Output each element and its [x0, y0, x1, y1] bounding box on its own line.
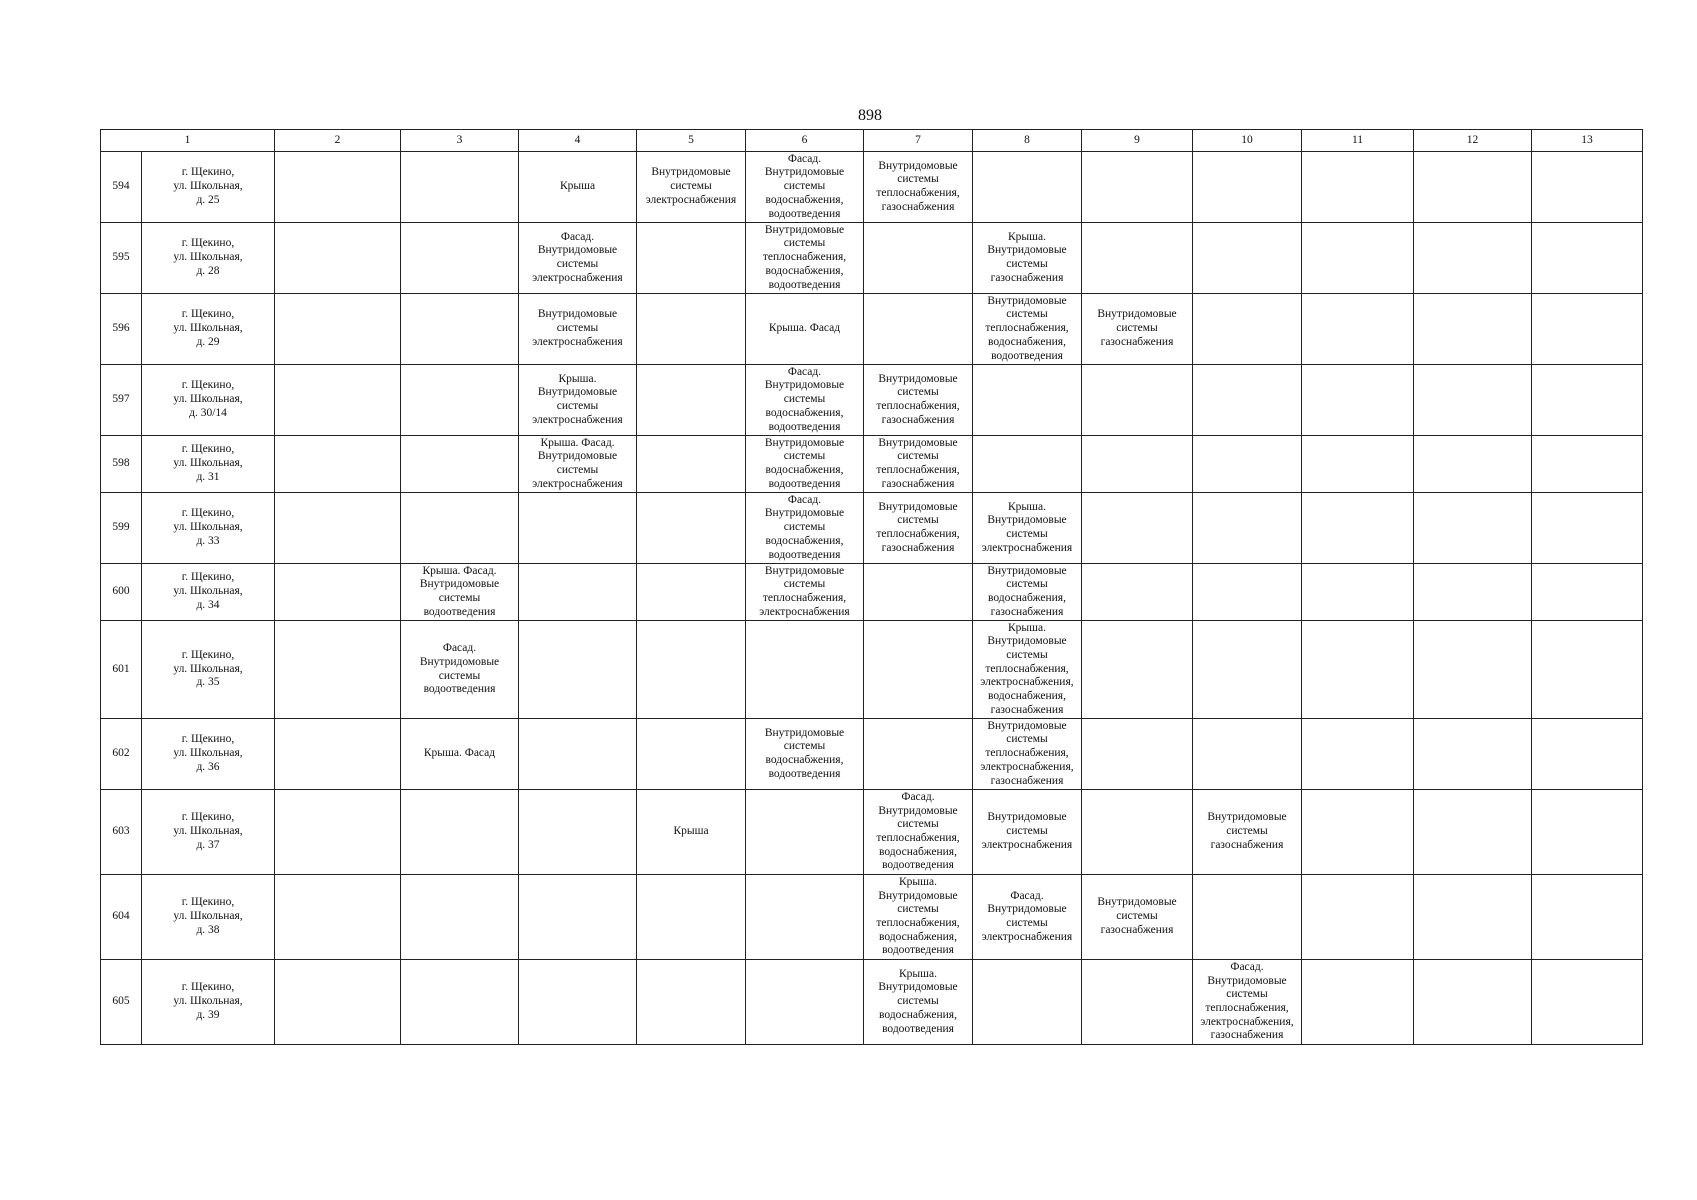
year-cell	[1082, 365, 1193, 436]
address-cell: г. Щекино, ул. Школьная, д. 35	[142, 621, 275, 719]
year-cell: Внутридомовые системы теплоснабжения, электроснабжения, газоснабжения	[973, 719, 1082, 790]
year-cell: Фасад. Внутридомовые системы водоснабжения, водоотведения	[746, 493, 864, 564]
year-cell	[1414, 790, 1532, 875]
year-cell	[275, 564, 401, 621]
table-row	[101, 564, 1643, 621]
year-cell	[1082, 790, 1193, 875]
year-cell	[1532, 621, 1643, 719]
year-cell	[275, 152, 401, 223]
year-cell	[637, 493, 746, 564]
year-cell	[401, 294, 519, 365]
year-cell	[275, 790, 401, 875]
year-cell	[864, 719, 973, 790]
year-cell	[1082, 719, 1193, 790]
year-cell: Внутридомовые системы электроснабжения	[637, 152, 746, 223]
year-cell: Внутридомовые системы водоснабжения, газоснабжения	[973, 564, 1082, 621]
year-cell	[637, 621, 746, 719]
table-row	[101, 294, 1643, 365]
table-row	[101, 621, 1643, 719]
year-cell	[973, 152, 1082, 223]
year-cell	[1302, 294, 1414, 365]
year-cell	[519, 564, 637, 621]
table-row	[101, 719, 1643, 790]
year-cell	[864, 294, 973, 365]
year-cell	[746, 790, 864, 875]
table-row	[101, 960, 1643, 1045]
year-cell	[519, 719, 637, 790]
year-cell	[1082, 493, 1193, 564]
address-cell: г. Щекино, ул. Школьная, д. 25	[142, 152, 275, 223]
year-cell	[1082, 223, 1193, 294]
column-header: 8	[973, 130, 1082, 152]
year-cell	[1532, 790, 1643, 875]
year-cell	[1532, 365, 1643, 436]
year-cell	[1414, 493, 1532, 564]
row-number: 595	[101, 223, 142, 294]
year-cell	[746, 621, 864, 719]
table-row	[101, 436, 1643, 493]
column-header: 6	[746, 130, 864, 152]
year-cell	[1302, 365, 1414, 436]
year-cell	[1414, 436, 1532, 493]
year-cell	[637, 875, 746, 960]
year-cell	[401, 152, 519, 223]
year-cell	[1414, 719, 1532, 790]
year-cell: Фасад. Внутридомовые системы электроснабжения	[973, 875, 1082, 960]
year-cell	[1302, 719, 1414, 790]
address-cell: г. Щекино, ул. Школьная, д. 33	[142, 493, 275, 564]
year-cell	[864, 621, 973, 719]
year-cell	[973, 365, 1082, 436]
year-cell	[275, 223, 401, 294]
year-cell: Внутридомовые системы электроснабжения	[519, 294, 637, 365]
year-cell: Внутридомовые системы водоснабжения, водоотведения	[746, 719, 864, 790]
year-cell	[637, 223, 746, 294]
column-header: 10	[1193, 130, 1302, 152]
row-number: 601	[101, 621, 142, 719]
year-cell	[275, 719, 401, 790]
year-cell: Крыша. Фасад. Внутридомовые системы водоотведения	[401, 564, 519, 621]
year-cell: Фасад. Внутридомовые системы электроснабжения	[519, 223, 637, 294]
year-cell	[746, 875, 864, 960]
year-cell	[1193, 719, 1302, 790]
year-cell	[1193, 365, 1302, 436]
year-cell	[746, 960, 864, 1045]
column-header: 12	[1414, 130, 1532, 152]
year-cell	[1532, 223, 1643, 294]
year-cell	[1414, 294, 1532, 365]
address-cell: г. Щекино, ул. Школьная, д. 39	[142, 960, 275, 1045]
year-cell: Внутридомовые системы теплоснабжения, водоснабжения, водоотведения	[973, 294, 1082, 365]
year-cell: Внутридомовые системы теплоснабжения, электроснабжения	[746, 564, 864, 621]
year-cell	[1193, 875, 1302, 960]
year-cell	[973, 960, 1082, 1045]
year-cell	[1082, 564, 1193, 621]
column-header: 5	[637, 130, 746, 152]
year-cell	[1082, 152, 1193, 223]
year-cell: Фасад. Внутридомовые системы водоснабжения, водоотведения	[746, 152, 864, 223]
year-cell: Крыша. Внутридомовые системы водоснабжения, водоотведения	[864, 960, 973, 1045]
year-cell	[1302, 564, 1414, 621]
row-number: 598	[101, 436, 142, 493]
row-number: 599	[101, 493, 142, 564]
column-header: 3	[401, 130, 519, 152]
year-cell: Внутридомовые системы электроснабжения	[973, 790, 1082, 875]
year-cell: Крыша. Внутридомовые системы газоснабжения	[973, 223, 1082, 294]
table-row	[101, 790, 1643, 875]
year-cell	[1414, 223, 1532, 294]
year-cell: Фасад. Внутридомовые системы теплоснабжения, водоснабжения, водоотведения	[864, 790, 973, 875]
year-cell	[1302, 436, 1414, 493]
repair-schedule-table	[100, 129, 1643, 1045]
year-cell	[519, 960, 637, 1045]
row-number: 605	[101, 960, 142, 1045]
year-cell	[1532, 564, 1643, 621]
year-cell	[973, 436, 1082, 493]
address-cell: г. Щекино, ул. Школьная, д. 30/14	[142, 365, 275, 436]
year-cell: Фасад. Внутридомовые системы теплоснабжения, электроснабжения, газоснабжения	[1193, 960, 1302, 1045]
column-number-header	[101, 130, 1643, 152]
year-cell	[1193, 152, 1302, 223]
year-cell	[275, 621, 401, 719]
year-cell: Внутридомовые системы теплоснабжения, газоснабжения	[864, 365, 973, 436]
year-cell	[275, 493, 401, 564]
year-cell: Фасад. Внутридомовые системы водоотведения	[401, 621, 519, 719]
year-cell	[1193, 436, 1302, 493]
address-cell: г. Щекино, ул. Школьная, д. 38	[142, 875, 275, 960]
row-number: 596	[101, 294, 142, 365]
table-row	[101, 152, 1643, 223]
year-cell	[1082, 960, 1193, 1045]
column-header: 4	[519, 130, 637, 152]
year-cell: Фасад. Внутридомовые системы водоснабжения, водоотведения	[746, 365, 864, 436]
year-cell	[1414, 621, 1532, 719]
year-cell: Внутридомовые системы теплоснабжения, газоснабжения	[864, 493, 973, 564]
table-body	[101, 152, 1643, 1045]
year-cell	[1414, 365, 1532, 436]
year-cell: Внутридомовые системы газоснабжения	[1082, 875, 1193, 960]
year-cell: Крыша	[519, 152, 637, 223]
year-cell	[1302, 223, 1414, 294]
year-cell	[275, 875, 401, 960]
year-cell	[519, 621, 637, 719]
year-cell	[864, 564, 973, 621]
table-row	[101, 875, 1643, 960]
year-cell	[1193, 294, 1302, 365]
year-cell	[637, 960, 746, 1045]
page-number: 898	[858, 107, 882, 124]
year-cell	[1193, 621, 1302, 719]
year-cell	[1414, 875, 1532, 960]
column-header: 13	[1532, 130, 1643, 152]
year-cell	[1302, 152, 1414, 223]
year-cell: Крыша. Фасад	[746, 294, 864, 365]
year-cell	[1302, 621, 1414, 719]
year-cell	[1532, 152, 1643, 223]
column-header: 9	[1082, 130, 1193, 152]
table-row	[101, 223, 1643, 294]
row-number: 600	[101, 564, 142, 621]
year-cell	[401, 790, 519, 875]
address-cell: г. Щекино, ул. Школьная, д. 36	[142, 719, 275, 790]
year-cell	[1532, 493, 1643, 564]
year-cell	[1193, 493, 1302, 564]
year-cell	[275, 365, 401, 436]
row-number: 597	[101, 365, 142, 436]
address-cell: г. Щекино, ул. Школьная, д. 29	[142, 294, 275, 365]
column-header: 11	[1302, 130, 1414, 152]
address-cell: г. Щекино, ул. Школьная, д. 37	[142, 790, 275, 875]
row-number: 602	[101, 719, 142, 790]
year-cell	[1532, 875, 1643, 960]
header-row	[101, 130, 1643, 152]
year-cell	[637, 564, 746, 621]
year-cell	[519, 790, 637, 875]
year-cell: Крыша. Фасад. Внутридомовые системы электроснабжения	[519, 436, 637, 493]
column-header: 1	[101, 130, 275, 152]
year-cell	[1414, 152, 1532, 223]
year-cell	[401, 436, 519, 493]
year-cell	[1302, 960, 1414, 1045]
year-cell	[1082, 621, 1193, 719]
row-number: 604	[101, 875, 142, 960]
year-cell: Внутридомовые системы теплоснабжения, водоснабжения, водоотведения	[746, 223, 864, 294]
year-cell	[1532, 719, 1643, 790]
year-cell	[1302, 790, 1414, 875]
year-cell	[1414, 564, 1532, 621]
year-cell	[637, 719, 746, 790]
year-cell	[1414, 960, 1532, 1045]
year-cell: Крыша. Фасад	[401, 719, 519, 790]
year-cell: Крыша. Внутридомовые системы теплоснабжения, электроснабжения, водоснабжения, газоснабжения	[973, 621, 1082, 719]
table-row	[101, 365, 1643, 436]
address-cell: г. Щекино, ул. Школьная, д. 34	[142, 564, 275, 621]
year-cell	[1302, 875, 1414, 960]
year-cell: Внутридомовые системы газоснабжения	[1082, 294, 1193, 365]
year-cell	[637, 365, 746, 436]
year-cell: Крыша. Внутридомовые системы электроснабжения	[519, 365, 637, 436]
year-cell	[401, 365, 519, 436]
year-cell	[519, 875, 637, 960]
year-cell: Внутридомовые системы теплоснабжения, газоснабжения	[864, 152, 973, 223]
year-cell	[1193, 223, 1302, 294]
year-cell: Крыша. Внутридомовые системы теплоснабжения, водоснабжения, водоотведения	[864, 875, 973, 960]
year-cell: Внутридомовые системы водоснабжения, водоотведения	[746, 436, 864, 493]
year-cell	[401, 223, 519, 294]
year-cell	[401, 493, 519, 564]
year-cell: Внутридомовые системы газоснабжения	[1193, 790, 1302, 875]
row-number: 603	[101, 790, 142, 875]
column-header: 7	[864, 130, 973, 152]
year-cell	[1532, 294, 1643, 365]
year-cell: Крыша. Внутридомовые системы электроснабжения	[973, 493, 1082, 564]
year-cell	[1532, 960, 1643, 1045]
year-cell	[401, 875, 519, 960]
row-number: 594	[101, 152, 142, 223]
year-cell	[401, 960, 519, 1045]
year-cell	[275, 294, 401, 365]
year-cell	[1082, 436, 1193, 493]
year-cell: Крыша	[637, 790, 746, 875]
address-cell: г. Щекино, ул. Школьная, д. 28	[142, 223, 275, 294]
year-cell	[275, 436, 401, 493]
year-cell	[1532, 436, 1643, 493]
year-cell	[275, 960, 401, 1045]
year-cell: Внутридомовые системы теплоснабжения, газоснабжения	[864, 436, 973, 493]
year-cell	[519, 493, 637, 564]
address-cell: г. Щекино, ул. Школьная, д. 31	[142, 436, 275, 493]
column-header: 2	[275, 130, 401, 152]
year-cell	[1302, 493, 1414, 564]
year-cell	[864, 223, 973, 294]
year-cell	[1193, 564, 1302, 621]
year-cell	[637, 436, 746, 493]
year-cell	[637, 294, 746, 365]
table-row	[101, 493, 1643, 564]
